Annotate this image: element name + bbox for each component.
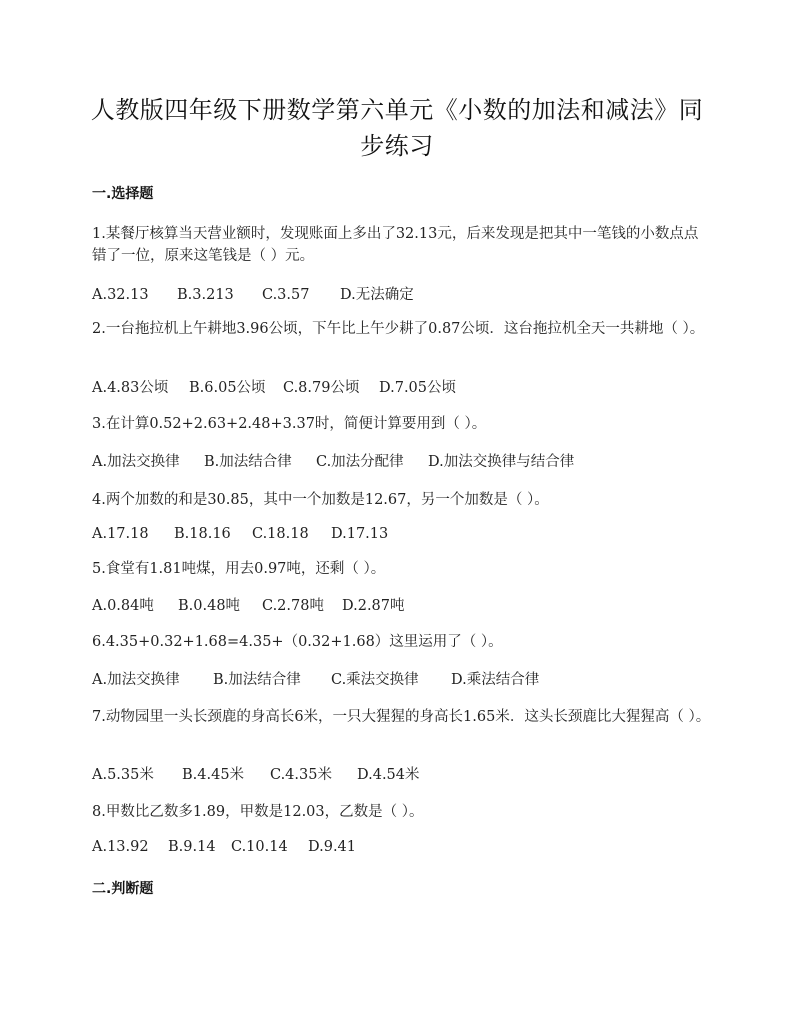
question-6: 6.4.35+0.32+1.68=4.35+（0.32+1.68）这里运用了（ ）。: [92, 634, 503, 650]
question-2: 2.一台拖拉机上午耕地3.96公顷，下午比上午少耕了0.87公顷．这台拖拉机全天一共耕地（ ）。: [92, 321, 705, 337]
page-title: [90, 92, 704, 164]
option-b: B.4.45米: [182, 767, 245, 783]
question-7: 7.动物园里一头长颈鹿的身高长6米，一只大猩猩的身高长1.65米．这头长颈鹿比大猩猩高（ ）。: [92, 709, 711, 725]
question-8: 8.甲数比乙数多1.89，甲数是12.03，乙数是（ ）。: [92, 804, 424, 820]
option-a: A.13.92: [92, 839, 149, 855]
question-3: 3.在计算0.52+2.63+2.48+3.37时，简便计算要用到（ ）。: [92, 416, 487, 432]
options-6: [92, 670, 539, 690]
options-7: [92, 765, 420, 785]
option-c: C.3.57: [262, 287, 310, 303]
option-b: B.加法结合律: [204, 454, 292, 470]
option-d: D.无法确定: [340, 287, 414, 303]
title-line-1: 人教版四年级下册数学第六单元《小数的加法和减法》同: [90, 96, 704, 124]
option-c: C.18.18: [252, 526, 309, 542]
option-c: C.8.79公顷: [283, 380, 360, 396]
option-d: D.2.87吨: [342, 598, 405, 614]
option-d: D.4.54米: [357, 767, 420, 783]
option-a: A.5.35米: [92, 767, 154, 783]
options-5: [92, 596, 405, 616]
options-2: [92, 378, 456, 398]
options-4: [92, 524, 388, 544]
question-1: 1.某餐厅核算当天营业额时，发现账面上多出了32.13元，后来发现是把其中一笔钱的小数点点错了一位，原来这笔钱是（ ）元。: [92, 226, 699, 264]
option-c: C.加法分配律: [316, 454, 404, 470]
question-5: 5.食堂有1.81吨煤，用去0.97吨，还剩（ ）。: [92, 561, 386, 577]
option-c: C.乘法交换律: [331, 672, 419, 688]
option-a: A.加法交换律: [92, 454, 180, 470]
option-b: B.加法结合律: [213, 672, 301, 688]
option-d: D.加法交换律与结合律: [428, 454, 575, 470]
option-b: B.3.213: [177, 287, 234, 303]
option-b: B.18.16: [174, 526, 231, 542]
option-b: B.6.05公顷: [189, 380, 266, 396]
option-a: A.0.84吨: [92, 598, 154, 614]
option-d: D.7.05公顷: [379, 380, 457, 396]
option-c: C.2.78吨: [262, 598, 324, 614]
option-a: A.17.18: [92, 526, 149, 542]
option-d: D.乘法结合律: [451, 672, 540, 688]
option-a: A.加法交换律: [92, 672, 180, 688]
option-c: C.10.14: [231, 839, 288, 855]
title-line-2: 步练习: [360, 132, 434, 160]
option-b: B.0.48吨: [178, 598, 241, 614]
section-heading-judge: 二.判断题: [92, 881, 154, 897]
option-c: C.4.35米: [270, 767, 332, 783]
option-d: D.17.13: [331, 526, 389, 542]
options-3: [92, 452, 574, 472]
option-a: A.4.83公顷: [92, 380, 169, 396]
options-1: [92, 285, 414, 305]
option-a: A.32.13: [92, 287, 149, 303]
section-heading-choice: 一.选择题: [92, 186, 154, 202]
option-b: B.9.14: [168, 839, 216, 855]
option-d: D.9.41: [308, 839, 357, 855]
question-4: 4.两个加数的和是30.85，其中一个加数是12.67，另一个加数是（ ）。: [92, 492, 549, 508]
options-8: [92, 837, 356, 857]
